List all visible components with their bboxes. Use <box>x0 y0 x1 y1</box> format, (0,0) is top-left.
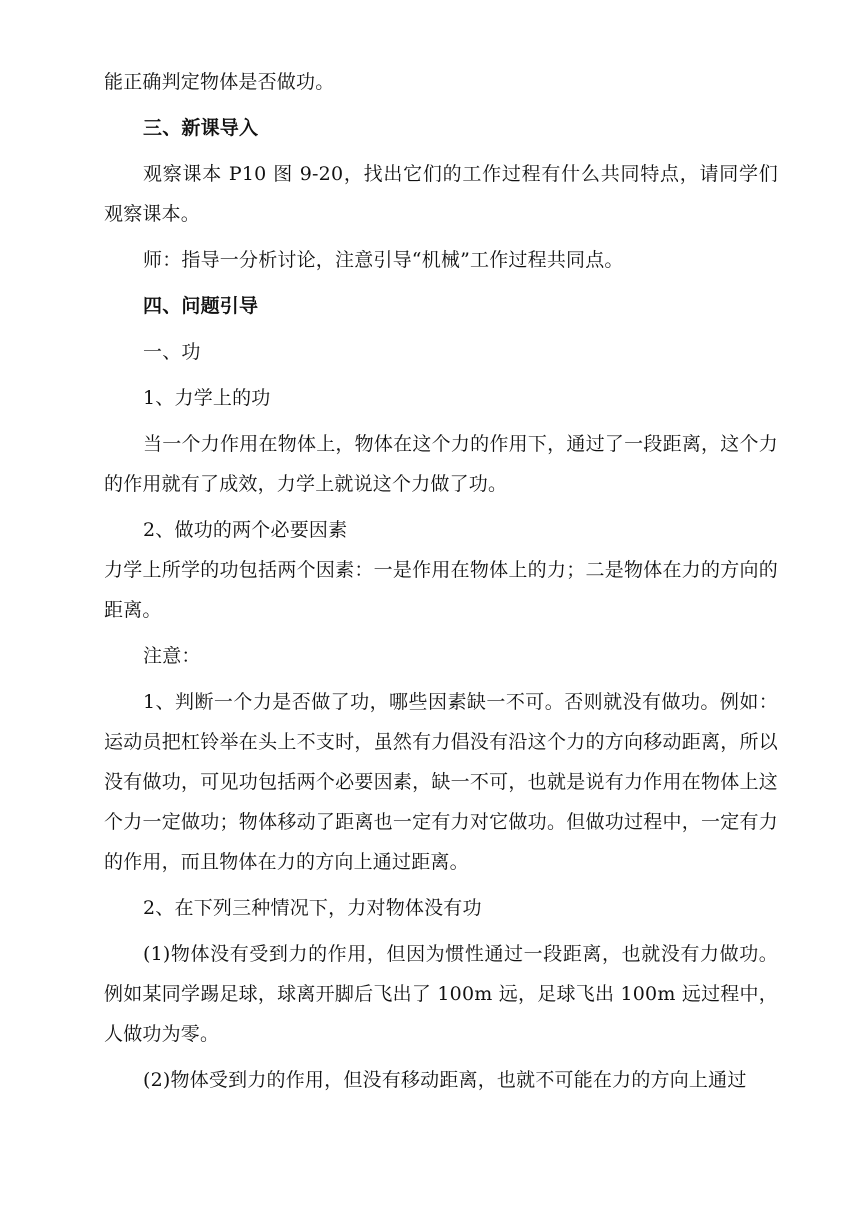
subheading-mechanical-work: 1、力学上的功 <box>143 387 271 409</box>
paragraph-note-1: 1、判断一个力是否做了功，哪些因素缺一不可。否则就没有做功。例如：运动员把杠铃举在头上不支时，虽然有力倡没有沿这个力的方向移动距离，所以没有做功，可见功包括两个必要因素，缺一不可，也就是说有力作用在物体上这个力一定做功；物体移动了距离也一定有力对它做功。但做功过程中，一定有力的作用，而且物体在力的方向上通过距离。 <box>104 691 778 873</box>
section-heading-new-lesson: 三、新课导入 <box>143 117 259 139</box>
paragraph-work-definition: 当一个力作用在物体上，物体在这个力的作用下，通过了一段距离，这个力的作用就有了成效，力学上就说这个力做了功。 <box>104 433 778 495</box>
subheading-two-factors: 2、做功的两个必要因素 <box>143 519 348 541</box>
document-page <box>104 62 778 1100</box>
paragraph-conclusion: 能正确判定物体是否做功。 <box>104 71 335 93</box>
paragraph-case-1: (1)物体没有受到力的作用，但因为惯性通过一段距离，也就没有力做功。例如某同学踢足球，球离开脚后飞出了 100m 远，足球飞出 100m 远过程中，人做功为零。 <box>104 943 778 1045</box>
subheading-work: 一、功 <box>143 341 201 363</box>
paragraph-teacher-guidance: 师：指导一分析讨论，注意引导“机械”工作过程共同点。 <box>143 249 624 271</box>
note-label: 注意： <box>143 645 201 667</box>
section-heading-problem-guidance: 四、问题引导 <box>143 295 259 317</box>
paragraph-observe-textbook: 观察课本 P10 图 9-20，找出它们的工作过程有什么共同特点，请同学们观察课本。 <box>104 163 778 225</box>
paragraph-two-factors: 力学上所学的功包括两个因素：一是作用在物体上的力；二是物体在力的方向的距离。 <box>104 559 778 621</box>
paragraph-case-2: (2)物体受到力的作用，但没有移动距离，也就不可能在力的方向上通过 <box>143 1069 747 1091</box>
paragraph-note-2: 2、在下列三种情况下，力对物体没有功 <box>143 897 482 919</box>
